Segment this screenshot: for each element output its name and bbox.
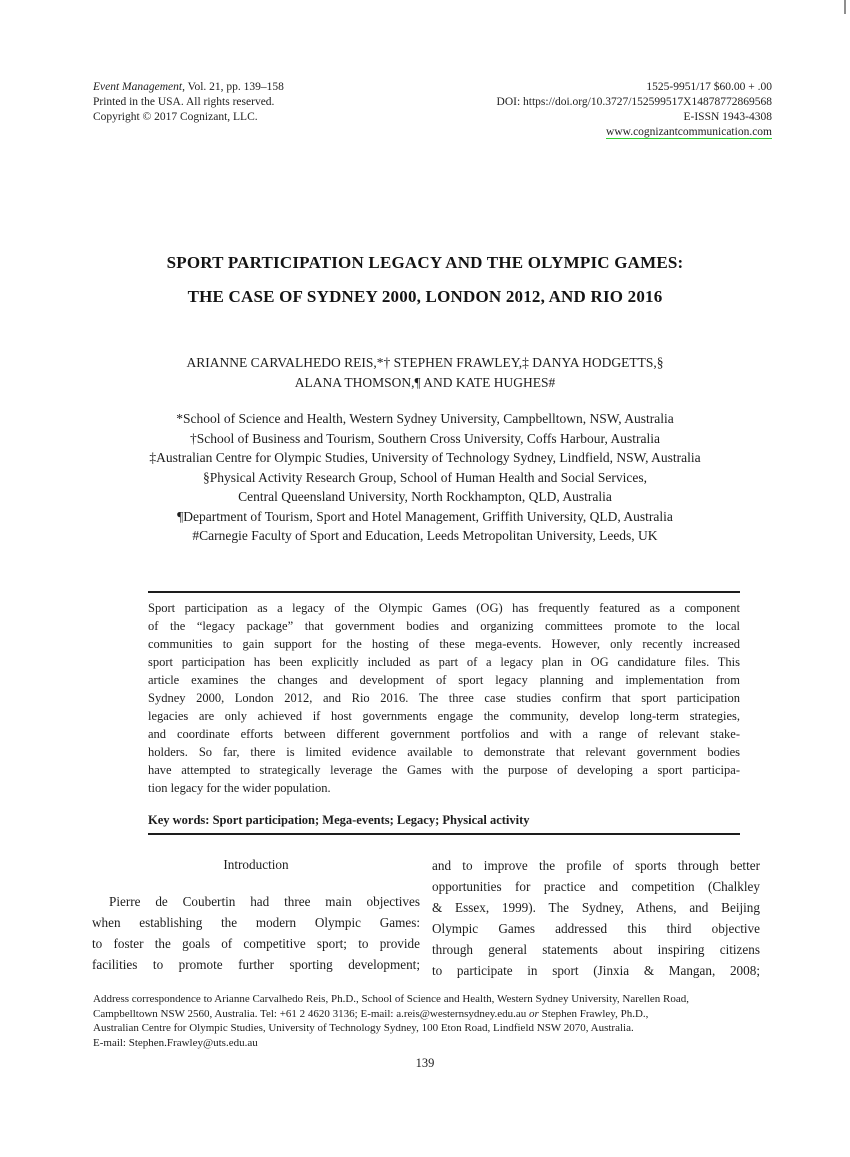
body-text-line: opportunities for practice and competition (Chalkley <box>432 879 760 894</box>
abstract-line: and coordinate efforts between different government portfolios and with a range of relevant stake- <box>148 727 740 741</box>
article-title <box>0 246 850 314</box>
article-title-line2: THE CASE OF SYDNEY 2000, LONDON 2012, AND RIO 2016 <box>187 287 663 306</box>
right-column <box>432 855 760 981</box>
body-text-line: when establishing the modern Olympic Games: <box>92 915 420 930</box>
journal-volume-pages: , Vol. 21, pp. 139–158 <box>182 81 284 93</box>
journal-volume-line <box>93 80 284 95</box>
article-title-line1: SPORT PARTICIPATION LEGACY AND THE OLYMPIC GAMES: <box>166 253 684 272</box>
affiliation-line: #Carnegie Faculty of Sport and Education, Leeds Metropolitan University, Leeds, UK <box>192 528 658 543</box>
issn-price-line: 1525-9951/17 $60.00 + .00 <box>646 81 772 93</box>
printed-in-line: Printed in the USA. All rights reserved. <box>93 96 275 108</box>
left-column <box>92 855 420 981</box>
body-text-line: facilities to promote further sporting development; <box>92 957 420 972</box>
abstract-text <box>148 599 740 797</box>
abstract-top-rule <box>148 591 740 593</box>
affiliation-line: *School of Science and Health, Western Sydney University, Campbelltown, NSW, Australia <box>176 411 674 426</box>
affiliation-line: ‡Australian Centre for Olympic Studies, University of Technology Sydney, Lindfield, NSW, Australia <box>149 450 701 465</box>
abstract-line: article examines the changes and development of sport legacy planning and implementation from <box>148 673 740 687</box>
affiliation-line: §Physical Activity Research Group, School of Human Health and Social Services, <box>203 469 647 485</box>
affiliation-list <box>0 409 850 546</box>
introduction-heading: Introduction <box>223 857 289 872</box>
correspondence-footnote <box>93 992 772 1050</box>
abstract-line: holders. So far, there is limited evidence available to demonstrate that relevant government bodies <box>148 745 740 759</box>
journal-citation-block <box>93 80 284 140</box>
publisher-website-link[interactable]: www.cognizantcommunication.com <box>606 126 772 138</box>
abstract-section <box>148 591 740 835</box>
footnote-line <box>93 1007 772 1022</box>
doi-line: DOI: https://doi.org/10.3727/152599517X14878772869568 <box>496 96 772 108</box>
abstract-line: Sport participation as a legacy of the Olympic Games (OG) has frequently featured as a component <box>148 601 740 615</box>
abstract-line: legacies are only achieved if host governments engage the community, develop long-term strategies, <box>148 709 740 723</box>
body-text-line: Pierre de Coubertin had three main objectives <box>109 894 420 909</box>
keywords-line: Key words: Sport participation; Mega-events; Legacy; Physical activity <box>148 813 530 827</box>
footnote-line: Address correspondence to Arianne Carvalhedo Reis, Ph.D., School of Science and Health, Western Sydney University, Narellen Road, <box>93 993 690 1005</box>
journal-masthead <box>93 80 772 140</box>
footnote-or: or <box>529 1007 539 1020</box>
affiliation-line: Central Queensland University, North Rockhampton, QLD, Australia <box>238 489 612 504</box>
author-list <box>0 353 850 393</box>
publisher-website-line <box>497 125 772 140</box>
copyright-line: Copyright © 2017 Cognizant, LLC. <box>93 111 258 123</box>
body-text-line: and to improve the profile of sports through better <box>432 858 760 873</box>
abstract-line: of the “legacy package” that government bodies and organizing committees promote to the local <box>148 619 740 633</box>
body-text-line: Olympic Games addressed this third objective <box>432 921 760 936</box>
footnote-line2-post: Stephen Frawley, Ph.D., <box>538 1007 649 1020</box>
body-text-line: to foster the goals of competitive sport; to provide <box>92 936 420 951</box>
authors-line2: ALANA THOMSON,¶ AND KATE HUGHES# <box>294 375 556 390</box>
scan-edge-artifact <box>844 0 846 14</box>
body-text-line: & Essex, 1999). The Sydney, Athens, and Beijing <box>432 900 760 915</box>
authors-line1: ARIANNE CARVALHEDO REIS,*† STEPHEN FRAWLEY,‡ DANYA HODGETTS,§ <box>186 355 664 370</box>
body-text-line: through general statements about inspiring citizens <box>432 942 760 957</box>
body-text-line: to participate in sport (Jinxia & Mangan, 2008; <box>432 963 760 978</box>
journal-name: Event Management <box>93 81 183 93</box>
abstract-line: Sydney 2000, London 2012, and Rio 2016. The three case studies confirm that sport participation <box>148 691 740 705</box>
body-columns <box>92 855 760 981</box>
abstract-line: communities to gain support for the hosting of these mega-events. However, only recently increased <box>148 637 740 651</box>
affiliation-line: ¶Department of Tourism, Sport and Hotel Management, Griffith University, QLD, Australia <box>177 508 673 524</box>
abstract-line: sport participation has been explicitly included as part of a legacy plan in OG candidature files. This <box>148 655 740 669</box>
abstract-bottom-rule <box>148 833 740 835</box>
page-number: 139 <box>415 1056 435 1070</box>
affiliation-line: †School of Business and Tourism, Southern Cross University, Coffs Harbour, Australia <box>190 430 660 446</box>
eissn-line: E-ISSN 1943-4308 <box>683 111 772 123</box>
journal-issn-block <box>497 80 772 140</box>
abstract-line: tion legacy for the wider population. <box>148 781 331 795</box>
abstract-line: have attempted to strategically leverage the Games with the purpose of developing a sport participa- <box>148 763 740 777</box>
footnote-line: E-mail: Stephen.Frawley@uts.edu.au <box>93 1036 258 1049</box>
footnote-line: Australian Centre for Olympic Studies, University of Technology Sydney, 100 Eton Road, Lindfield NSW 2070, Australia. <box>93 1022 634 1034</box>
footnote-line2-pre: Campbelltown NSW 2560, Australia. Tel: +61 2 4620 3136; E-mail: a.reis@westernsydney.edu.au <box>93 1007 530 1020</box>
